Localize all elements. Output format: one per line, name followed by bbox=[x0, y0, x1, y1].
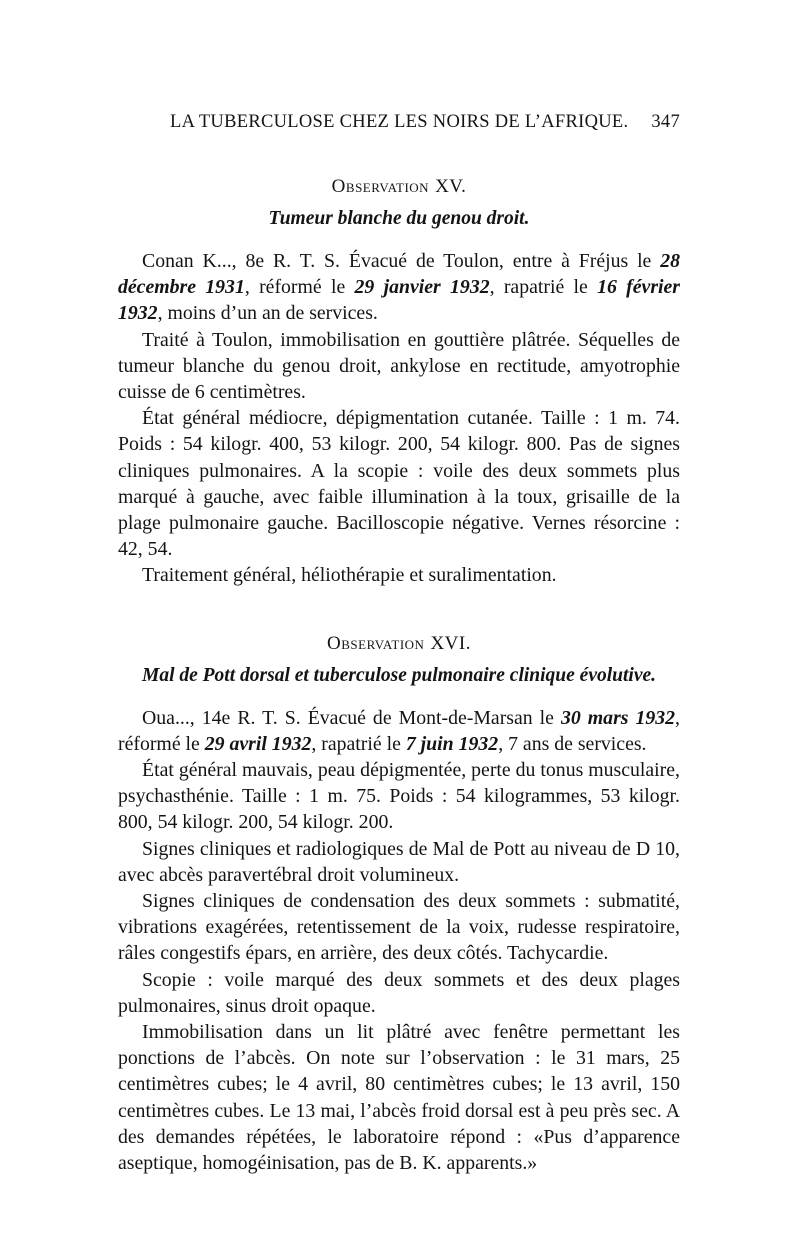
observation-subtitle: Tumeur blanche du genou droit. bbox=[268, 208, 530, 229]
date-evacuation: 28 décembre 1931 bbox=[118, 250, 680, 299]
text-run: , rapatrié le bbox=[489, 276, 598, 299]
observation-heading bbox=[118, 176, 680, 198]
paragraph-immobilisation: Immobilisation dans un lit plâtré avec fenêtre permettant les ponctions de l’abcès. On note sur l’observation : le 31 mars, 25 centimètres cubes; le 4 avril, 80 centimètres cubes; le 13 avril, 150 centimètres cubes. Le 13 mai, l’abcès froid dorsal est à peu près sec. A des demandes répétées, le laboratoire répond : «Pus d’apparence aseptique, homogéinisation, pas de B. K. apparents.» bbox=[118, 1021, 680, 1175]
observation-label: Observation bbox=[331, 176, 430, 197]
date-repatriation: 16 février 1932 bbox=[118, 276, 680, 325]
paragraph-patient-record bbox=[118, 705, 680, 757]
text-run: , moins d’un an de services. bbox=[157, 302, 378, 325]
observation-number: XVI. bbox=[430, 632, 471, 654]
observation-label: Observation bbox=[327, 632, 425, 654]
date-repatriation: 7 juin 1932 bbox=[405, 732, 499, 755]
text-run: Oua..., 14e R. T. S. Évacué de Mont-de-Marsan le bbox=[142, 706, 561, 729]
text-run: , rapatrié le bbox=[311, 732, 406, 755]
text-run: , 7 ans de services. bbox=[498, 732, 647, 755]
paragraph-treatment-toulon: Traité à Toulon, immobilisation en gouttière plâtrée. Séquelles de tumeur blanche du genou droit, ankylose en rectitude, amyotrophie cuisse de 6 centimètres. bbox=[118, 328, 680, 404]
observation-heading bbox=[118, 633, 680, 655]
book-page bbox=[118, 112, 680, 1176]
text-run: , réformé le bbox=[118, 706, 680, 755]
paragraph-general-state: État général mauvais, peau dépigmentée, perte du tonus musculaire, psychasthénie. Taille : 1 m. 75. Poids : 54 kilogrammes, 53 kilogr. 800, 54 kilogr. 200, 54 kilogr. 200. bbox=[118, 759, 680, 834]
date-reform: 29 janvier 1932 bbox=[354, 276, 490, 299]
observation-subtitle: Mal de Pott dorsal et tuberculose pulmonaire clinique évolutive. bbox=[141, 664, 657, 686]
text-run: Conan K..., 8e R. T. S. Évacué de Toulon, entre à Fréjus le bbox=[142, 250, 661, 272]
observation-xvi bbox=[118, 633, 680, 1177]
paragraph-treatment: Traitement général, héliothérapie et suralimentation. bbox=[142, 564, 557, 587]
observation-xv bbox=[118, 176, 680, 589]
text-run: , réformé le bbox=[244, 276, 355, 299]
paragraph-patient-record bbox=[118, 248, 680, 327]
observation-number: XV. bbox=[435, 176, 467, 197]
running-title: LA TUBERCULOSE CHEZ LES NOIRS DE L’AFRIQUE. bbox=[170, 112, 629, 132]
date-reform: 29 avril 1932 bbox=[204, 732, 312, 755]
paragraph-scopie: Scopie : voile marqué des deux sommets et des deux plages pulmonaires, sinus droit opaque. bbox=[118, 968, 680, 1017]
paragraph-condensation-signs: Signes cliniques de condensation des deux sommets : submatité, vibrations exagérées, retentissement de la voix, rudesse respiratoire, râles congestifs épars, en arrière, des deux côtés. Tachycardie. bbox=[118, 890, 680, 965]
date-evacuation: 30 mars 1932 bbox=[560, 706, 676, 729]
paragraph-general-state: État général médiocre, dépigmentation cutanée. Taille : 1 m. 74. Poids : 54 kilogr. 400, 53 kilogr. 200, 54 kilogr. 800. Pas de signes cliniques pulmonaires. A la scopie : voile des deux sommets plus marqué à gauche, avec faible illumination à la toux, grisaille de la plage pulmonaire gauche. Bacilloscopie négative. Vernes résorcine : 42, 54. bbox=[118, 407, 680, 561]
running-header bbox=[170, 112, 680, 142]
page-number: 347 bbox=[651, 112, 680, 132]
paragraph-pott-signs: Signes cliniques et radiologiques de Mal de Pott au niveau de D 10, avec abcès paravertébral droit volumineux. bbox=[118, 837, 680, 886]
